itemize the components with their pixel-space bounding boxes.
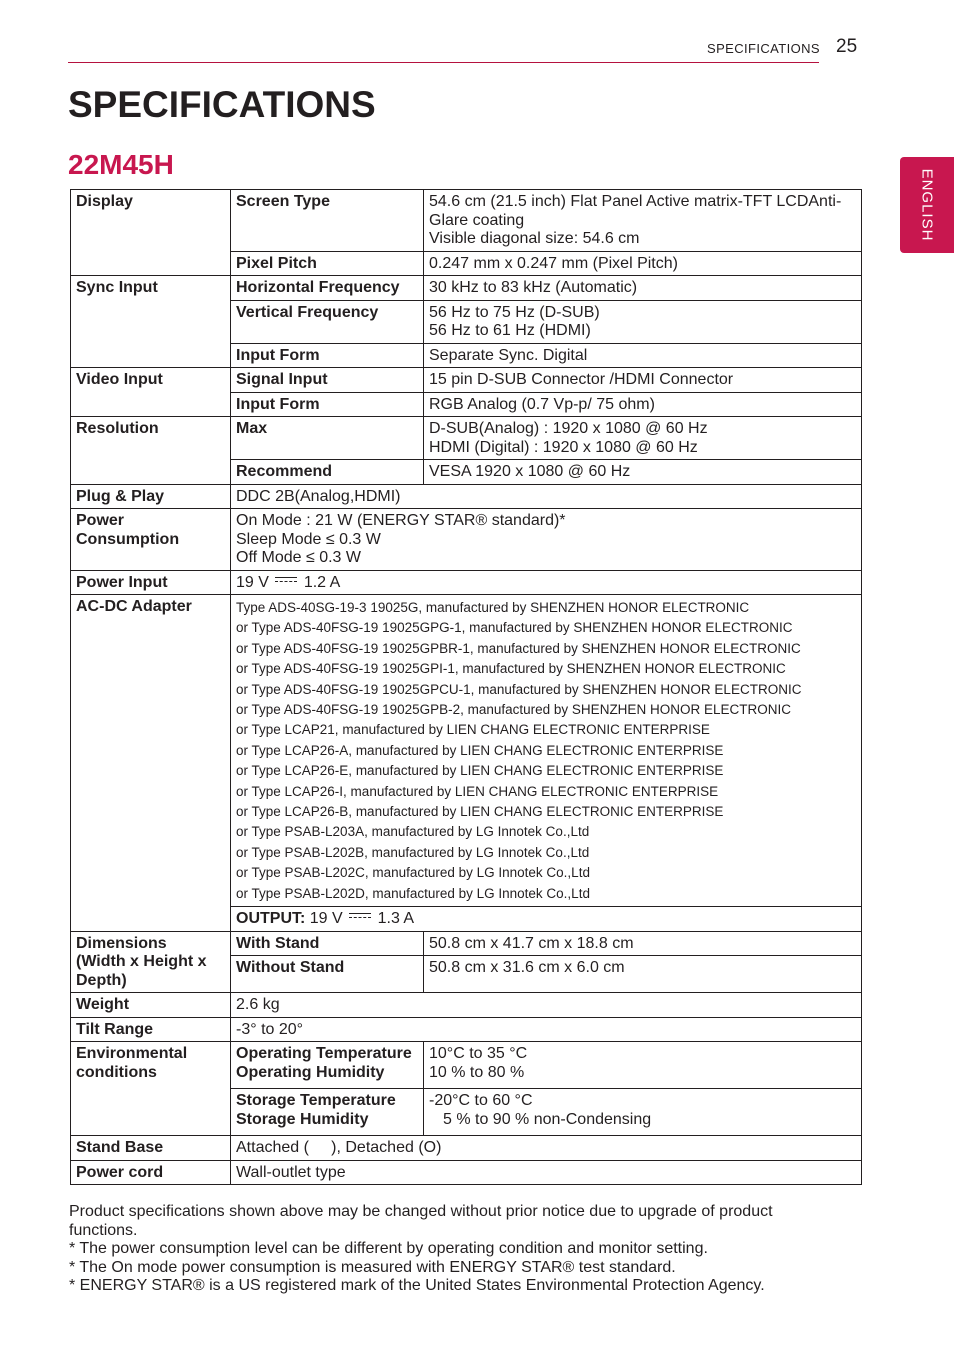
sub-label-operating: Operating Temperature Operating Humidity: [231, 1042, 424, 1089]
page-number: 25: [836, 36, 858, 57]
value-adapter-output: OUTPUT: 19 V 1.3 A: [231, 907, 862, 932]
value-without-stand: 50.8 cm x 31.6 cm x 6.0 cm: [424, 956, 862, 993]
value-horizontal-frequency: 30 kHz to 83 kHz (Automatic): [424, 276, 862, 301]
table-row: [71, 1160, 862, 1185]
adapter-type: or Type ADS-40FSG-19 19025GPI-1, manufactured by SHENZHEN HONOR ELECTRONIC: [236, 661, 786, 677]
adapter-type: or Type LCAP26-I, manufactured by LIEN CHANG ELECTRONIC ENTERPRISE: [236, 783, 719, 799]
language-tab-label: ENGLISH: [918, 168, 936, 242]
value-input-form-sync: Separate Sync. Digital: [424, 343, 862, 368]
adapter-type: or Type ADS-40FSG-19 19025GPCU-1, manufactured by SHENZHEN HONOR ELECTRONIC: [236, 681, 802, 697]
value-storage: -20°C to 60 °C 5 % to 90 % non-Condensing: [424, 1089, 862, 1136]
value-with-stand: 50.8 cm x 41.7 cm x 18.8 cm: [424, 931, 862, 956]
adapter-type: or Type LCAP21, manufactured by LIEN CHANG ELECTRONIC ENTERPRISE: [236, 722, 710, 738]
row-label-stand-base: Stand Base: [71, 1136, 231, 1161]
header-divider: [68, 62, 819, 63]
value-power-consumption: On Mode : 21 W (ENERGY STAR® standard)* Sleep Mode ≤ 0.3 W Off Mode ≤ 0.3 W: [231, 509, 862, 571]
table-row: [71, 368, 862, 393]
adapter-type: or Type PSAB-L202D, manufactured by LG Innotek Co.,Ltd: [236, 885, 590, 901]
value-operating: 10°C to 35 °C 10 % to 80 %: [424, 1042, 862, 1089]
value-max-resolution: D-SUB(Analog) : 1920 x 1080 @ 60 Hz HDMI (Digital) : 1920 x 1080 @ 60 Hz: [424, 417, 862, 460]
dc-symbol-icon: [349, 913, 371, 920]
page-title: SPECIFICATIONS: [68, 84, 376, 125]
language-tab: [900, 157, 954, 253]
sub-label-signal-input: Signal Input: [231, 368, 424, 393]
value-plug-play: DDC 2B(Analog,HDMI): [231, 484, 862, 509]
adapter-type: or Type ADS-40FSG-19 19025GPG-1, manufactured by SHENZHEN HONOR ELECTRONIC: [236, 620, 793, 636]
row-label-power-cord: Power cord: [71, 1160, 231, 1185]
row-label-tilt-range: Tilt Range: [71, 1017, 231, 1042]
sub-label-recommend: Recommend: [231, 460, 424, 485]
value-power-cord: Wall-outlet type: [231, 1160, 862, 1185]
row-label-dimensions: Dimensions (Width x Height x Depth): [71, 931, 231, 993]
row-label-video-input: Video Input: [71, 368, 231, 417]
table-row: [71, 931, 862, 956]
sub-label-with-stand: With Stand: [231, 931, 424, 956]
sub-label-vertical-frequency: Vertical Frequency: [231, 300, 424, 343]
sub-label-horizontal-frequency: Horizontal Frequency: [231, 276, 424, 301]
adapter-type: or Type ADS-40FSG-19 19025GPBR-1, manufactured by SHENZHEN HONOR ELECTRONIC: [236, 640, 801, 656]
footnote: * The On mode power consumption is measured with ENERGY STAR® test standard.: [69, 1258, 676, 1276]
sub-label-input-form-video: Input Form: [231, 392, 424, 417]
row-label-power-input: Power Input: [71, 570, 231, 595]
table-row: [71, 276, 862, 301]
value-input-form-video: RGB Analog (0.7 Vp-p/ 75 ohm): [424, 392, 862, 417]
adapter-type: or Type PSAB-L202B, manufactured by LG Innotek Co.,Ltd: [236, 844, 590, 860]
row-label-environmental: Environmental conditions: [71, 1042, 231, 1136]
table-row: [71, 509, 862, 571]
table-row: [71, 417, 862, 460]
specifications-table: [70, 189, 862, 1185]
sub-label-screen-type: Screen Type: [231, 190, 424, 252]
value-signal-input: 15 pin D-SUB Connector /HDMI Connector: [424, 368, 862, 393]
dc-symbol-icon: [275, 577, 297, 584]
row-label-plug-play: Plug & Play: [71, 484, 231, 509]
row-label-display: Display: [71, 190, 231, 276]
sub-label-pixel-pitch: Pixel Pitch: [231, 251, 424, 276]
sub-label-max: Max: [231, 417, 424, 460]
adapter-type: or Type ADS-40FSG-19 19025GPB-2, manufactured by SHENZHEN HONOR ELECTRONIC: [236, 702, 791, 718]
adapter-type: Type ADS-40SG-19-3 19025G, manufactured by SHENZHEN HONOR ELECTRONIC: [236, 600, 750, 615]
adapter-type: or Type PSAB-L203A, manufactured by LG Innotek Co.,Ltd: [236, 824, 590, 840]
footnotes: [69, 1203, 829, 1296]
table-row: [71, 1042, 862, 1089]
footnote: * The power consumption level can be different by operating condition and monitor setting.: [69, 1240, 708, 1258]
table-row: [71, 1017, 862, 1042]
value-adapter-types: [231, 595, 862, 907]
value-screen-type: 54.6 cm (21.5 inch) Flat Panel Active matrix-TFT LCDAnti- Glare coating Visible diagonal size: 54.6 cm: [424, 190, 862, 252]
row-label-resolution: Resolution: [71, 417, 231, 485]
value-weight: 2.6 kg: [231, 993, 862, 1018]
row-label-ac-dc-adapter: AC-DC Adapter: [71, 595, 231, 932]
value-recommend-resolution: VESA 1920 x 1080 @ 60 Hz: [424, 460, 862, 485]
sub-label-input-form: Input Form: [231, 343, 424, 368]
table-row: [71, 1136, 862, 1161]
model-title: 22M45H: [68, 149, 174, 180]
value-power-input: 19 V 1.2 A: [231, 570, 862, 595]
adapter-type: or Type PSAB-L202C, manufactured by LG Innotek Co.,Ltd: [236, 865, 590, 881]
header-section-label: SPECIFICATIONS: [707, 41, 820, 56]
adapter-type: or Type LCAP26-A, manufactured by LIEN CHANG ELECTRONIC ENTERPRISE: [236, 742, 724, 758]
table-row: [71, 484, 862, 509]
table-row: [71, 993, 862, 1018]
value-vertical-frequency: 56 Hz to 75 Hz (D-SUB) 56 Hz to 61 Hz (HDMI): [424, 300, 862, 343]
table-row: [71, 595, 862, 907]
sub-label-without-stand: Without Stand: [231, 956, 424, 993]
footnote: * ENERGY STAR® is a US registered mark of the United States Environmental Protection Agency.: [69, 1277, 765, 1295]
adapter-type: or Type LCAP26-E, manufactured by LIEN CHANG ELECTRONIC ENTERPRISE: [236, 763, 724, 779]
adapter-type: or Type LCAP26-B, manufactured by LIEN CHANG ELECTRONIC ENTERPRISE: [236, 804, 724, 820]
row-label-power-consumption: Power Consumption: [71, 509, 231, 571]
row-label-sync-input: Sync Input: [71, 276, 231, 368]
table-row: [71, 570, 862, 595]
table-row: [71, 190, 862, 252]
sub-label-storage: Storage Temperature Storage Humidity: [231, 1089, 424, 1136]
value-pixel-pitch: 0.247 mm x 0.247 mm (Pixel Pitch): [424, 251, 862, 276]
value-stand-base: Attached ( ), Detached (O): [231, 1136, 862, 1161]
value-tilt-range: -3° to 20°: [231, 1017, 862, 1042]
row-label-weight: Weight: [71, 993, 231, 1018]
footnote: Product specifications shown above may be changed without prior notice due to upgrade of product functions.: [69, 1203, 773, 1239]
